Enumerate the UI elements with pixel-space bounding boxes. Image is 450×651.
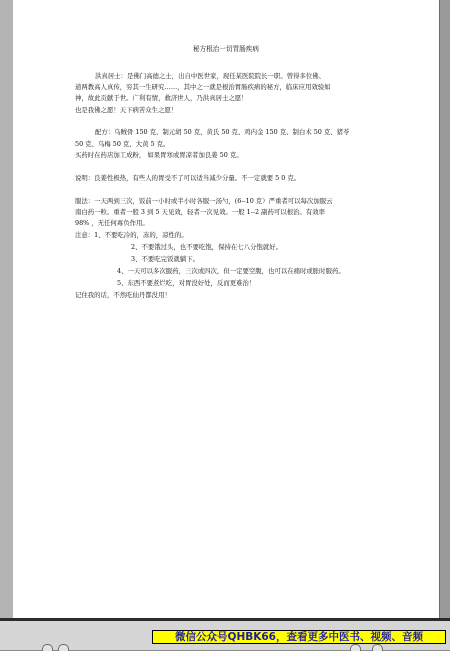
document-page[interactable] (13, 0, 440, 618)
right-gutter (440, 0, 450, 618)
paragraph-line: 2、不要饿过头，也不要吃饱，保持在七八分饱就好。 (131, 243, 283, 251)
paragraph-line: 记住我的话，不然吃仙丹都没用！ (75, 291, 171, 299)
paragraph-line: 道两教高人真传，穷其一生研究……，其中之一就是根治胃肠疾病的秘方，临床应用效验如 (75, 83, 331, 91)
paragraph-line: 配方：乌贼骨 150 克、制元胡 50 克、黄氏 50 克、鸡内金 150 克、制白术 50 克、猪苓 (95, 128, 350, 136)
paragraph-line: 4、一天可以多次服药，三次或四次，但一定要空腹，也可以在痛时或胀时服药。 (117, 267, 345, 275)
document-title: 秘方根治一切胃肠疾病 (193, 45, 259, 53)
paragraph-line: 神，故此贡献于世。广利有情，救济世人，乃洪真居士之愿！ (75, 94, 248, 102)
paragraph-line: 98% ，无任何毒负作用。 (75, 219, 149, 227)
paragraph-line: 50 克、乌梅 50 克、大黄 5 克。 (75, 140, 170, 148)
paragraph-line: 洪真居士：是佛门高德之士，出自中医世家，现任某医院院长一职。曾得多位佛、 (95, 72, 326, 80)
paragraph-line: 服法：一天两到三次，饭前一小时或半小时各服一汤勺，(6--10 克）严重者可以每次加服云 (75, 197, 333, 205)
paragraph-line: 3、不要吃完饭就躺下。 (131, 255, 199, 263)
paragraph-line: 南白药一粒。重者一般 3 到 5 天见效，轻者一次见效。一般 1--2 副药可以根治。有效率 (75, 208, 326, 216)
paragraph-line: 注意：1、不要吃冷的，冻的，凉性的。 (75, 231, 188, 239)
paragraph-line: 买药时在药店加工成粉， 如果胃寒或胃凉者加良姜 50 克。 (75, 151, 243, 159)
watermark-banner: 微信公众号QHBK66，查看更多中医书、视频、音频 (152, 630, 446, 644)
paragraph-line: 说明：良姜性极热，有些人的胃受不了可以适当减少分量。不一定就要 5 0 克。 (75, 174, 301, 182)
paragraph-line: 也是我佛之愿！天下病苦众生之愿！ (75, 106, 178, 114)
paragraph-line: 5、东西不要煮烂吃，对胃没好处，反而更难治！ (117, 279, 256, 287)
left-gutter (0, 0, 14, 618)
